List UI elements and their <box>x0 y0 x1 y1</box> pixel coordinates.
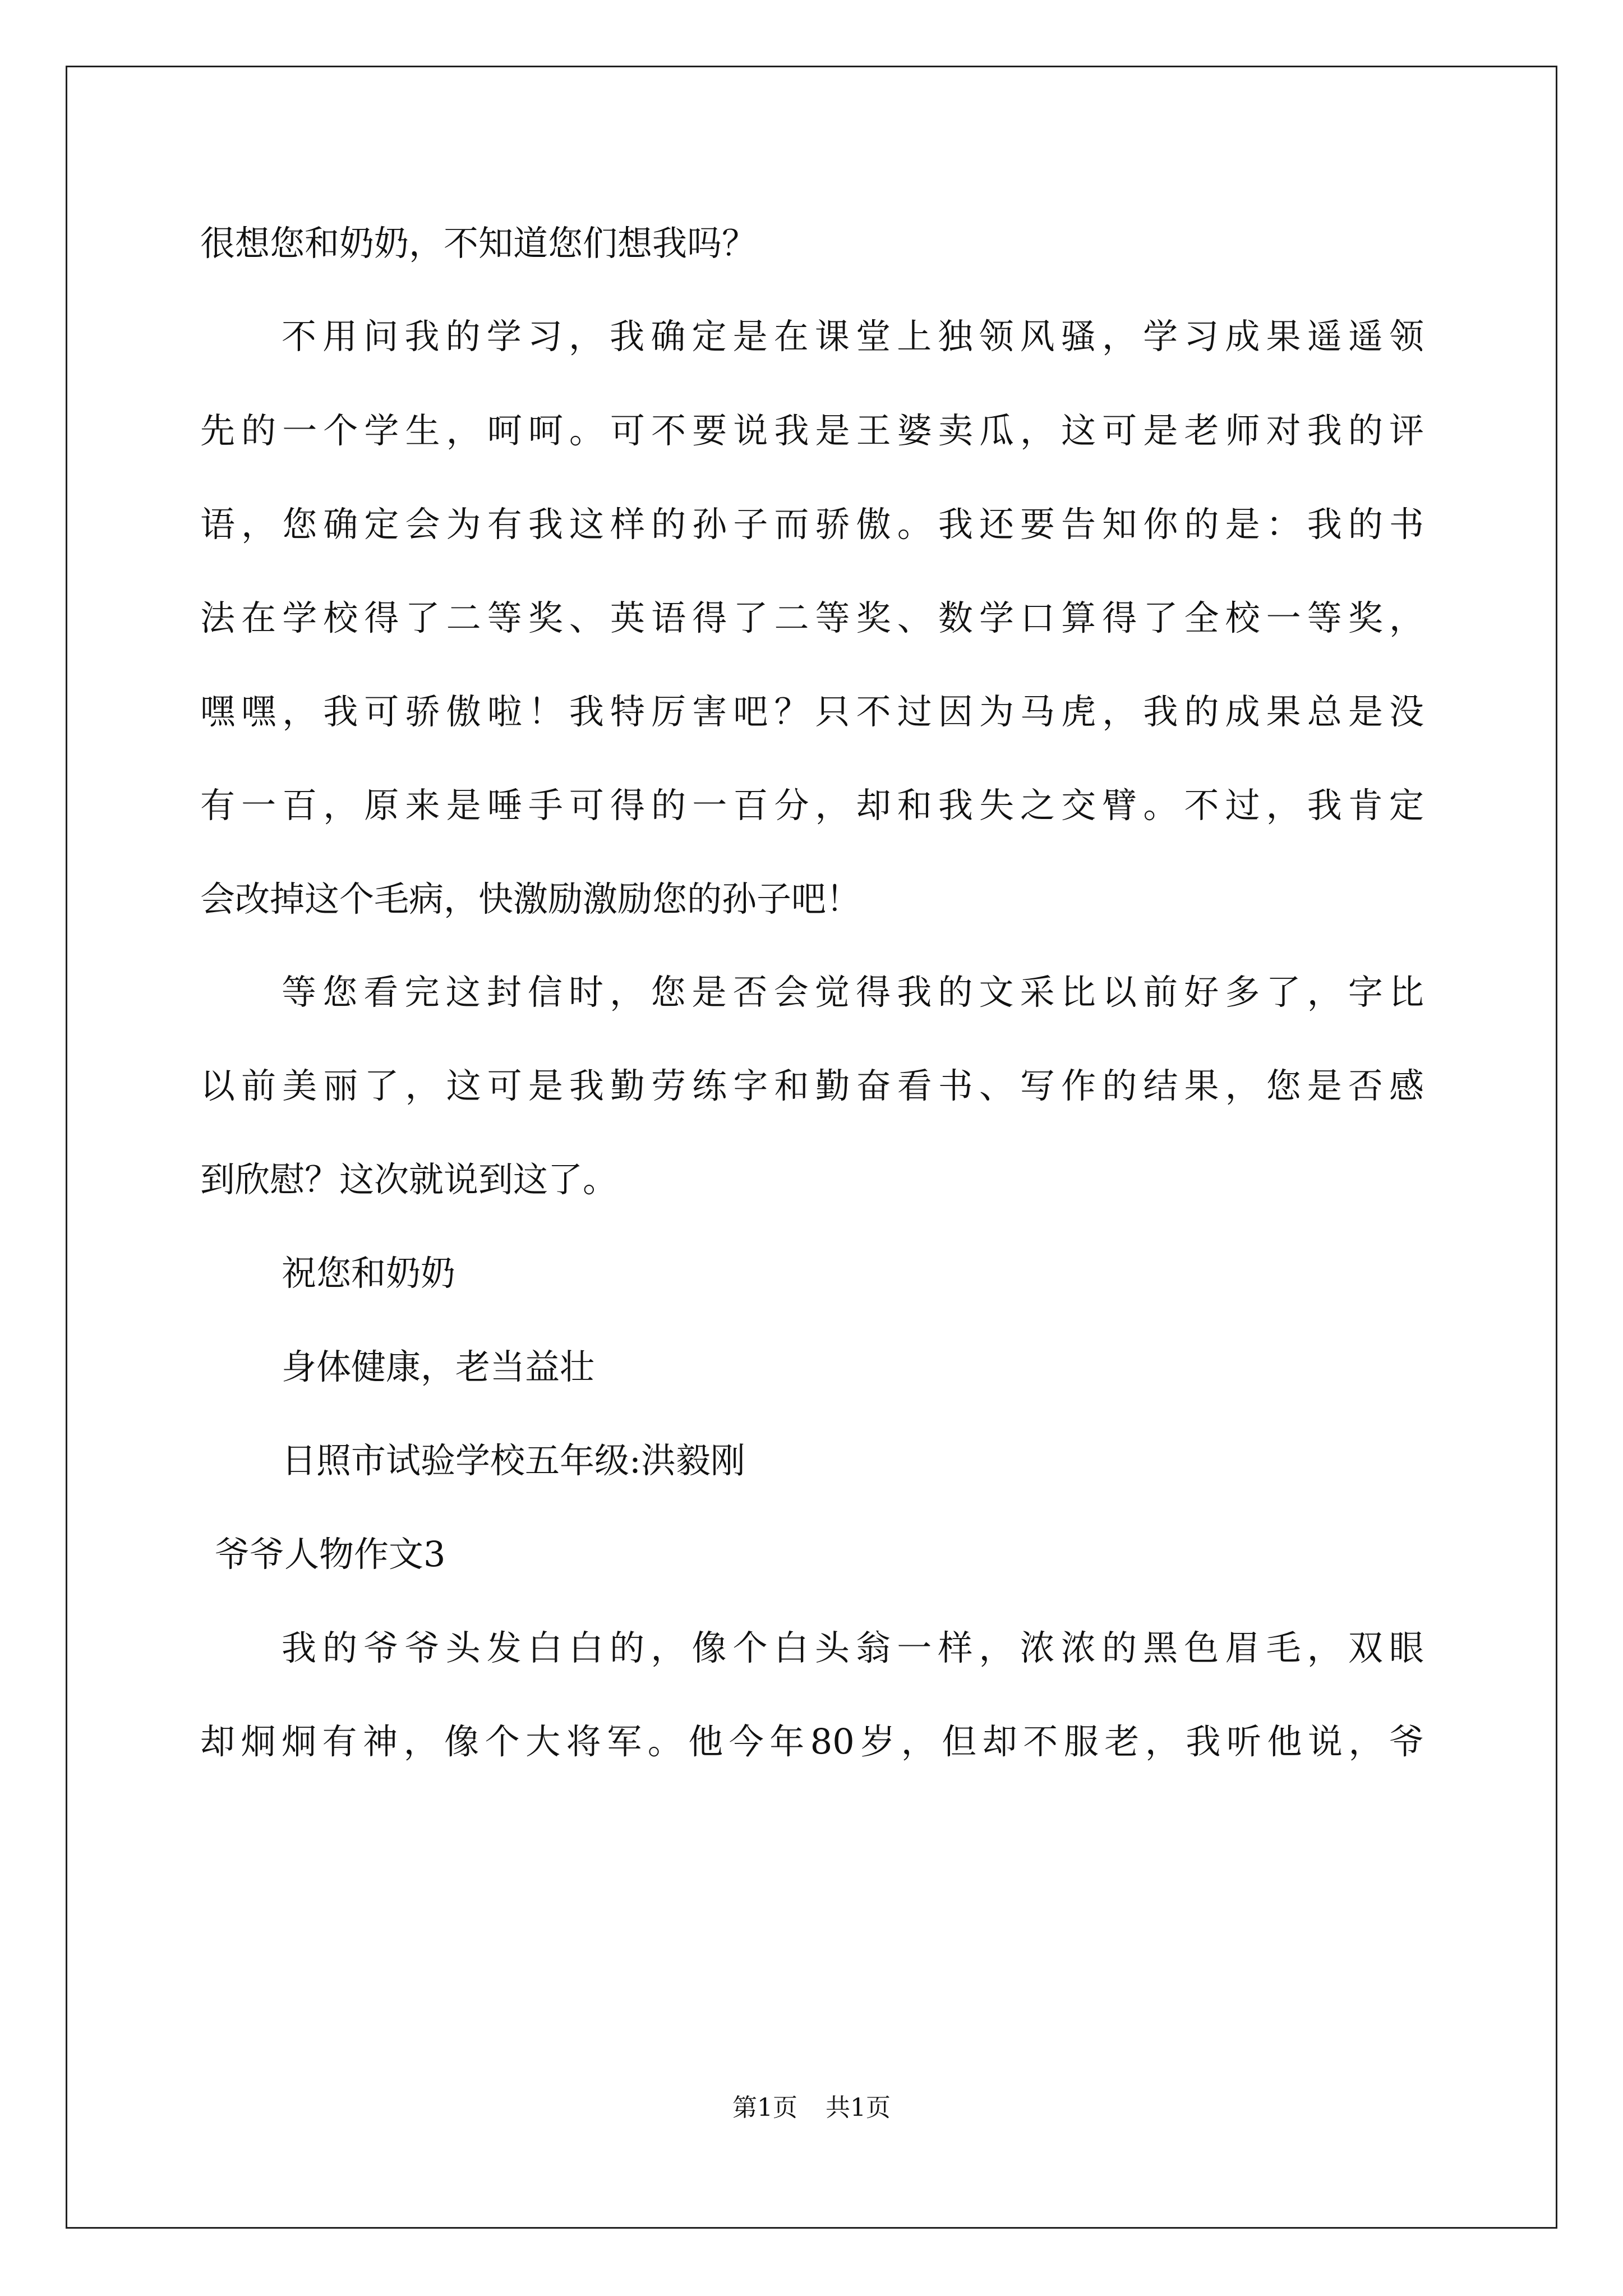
signature-line: 日照市试验学校五年级:洪毅刚 <box>282 1440 745 1481</box>
text-line: 嘿嘿，我可骄傲啦！我特厉害吧？只不过因为马虎，我的成果总是没 <box>200 691 1424 732</box>
text-line: 我的爷爷头发白白的，像个白头翁一样，浓浓的黑色眉毛，双眼 <box>282 1627 1424 1668</box>
text-line: 等您看完这封信时，您是否会觉得我的文采比以前好多了，字比 <box>282 972 1424 1013</box>
section-title: 爷爷人物作文3 <box>215 1534 446 1575</box>
page-footer <box>0 2091 1623 2125</box>
text-line: 到欣慰？这次就说到这了。 <box>200 1159 618 1200</box>
text-line: 语，您确定会为有我这样的孙子而骄傲。我还要告知你的是：我的书 <box>200 504 1424 545</box>
page-border <box>66 66 1557 2229</box>
closing-line: 身体健康，老当益壮 <box>282 1346 595 1387</box>
text-line: 不用问我的学习，我确定是在课堂上独领风骚，学习成果遥遥领 <box>282 316 1424 357</box>
page-number: 第1页 <box>732 2093 797 2122</box>
text-line: 会改掉这个毛病，快激励激励您的孙子吧！ <box>200 878 861 919</box>
closing-line: 祝您和奶奶 <box>282 1253 456 1294</box>
text-line: 先的一个学生，呵呵。可不要说我是王婆卖瓜，这可是老师对我的评 <box>200 410 1424 451</box>
page-total: 共1页 <box>826 2093 891 2122</box>
text-line: 法在学校得了二等奖、英语得了二等奖、数学口算得了全校一等奖， <box>200 597 1424 638</box>
text-line: 很想您和奶奶，不知道您们想我吗？ <box>200 223 757 264</box>
text-line: 以前美丽了，这可是我勤劳练字和勤奋看书、写作的结果，您是否感 <box>200 1065 1424 1106</box>
text-line: 有一百，原来是唾手可得的一百分，却和我失之交臂。不过，我肯定 <box>200 785 1424 826</box>
text-line: 却炯炯有神，像个大将军。他今年80岁，但却不服老，我听他说，爷 <box>200 1721 1424 1762</box>
